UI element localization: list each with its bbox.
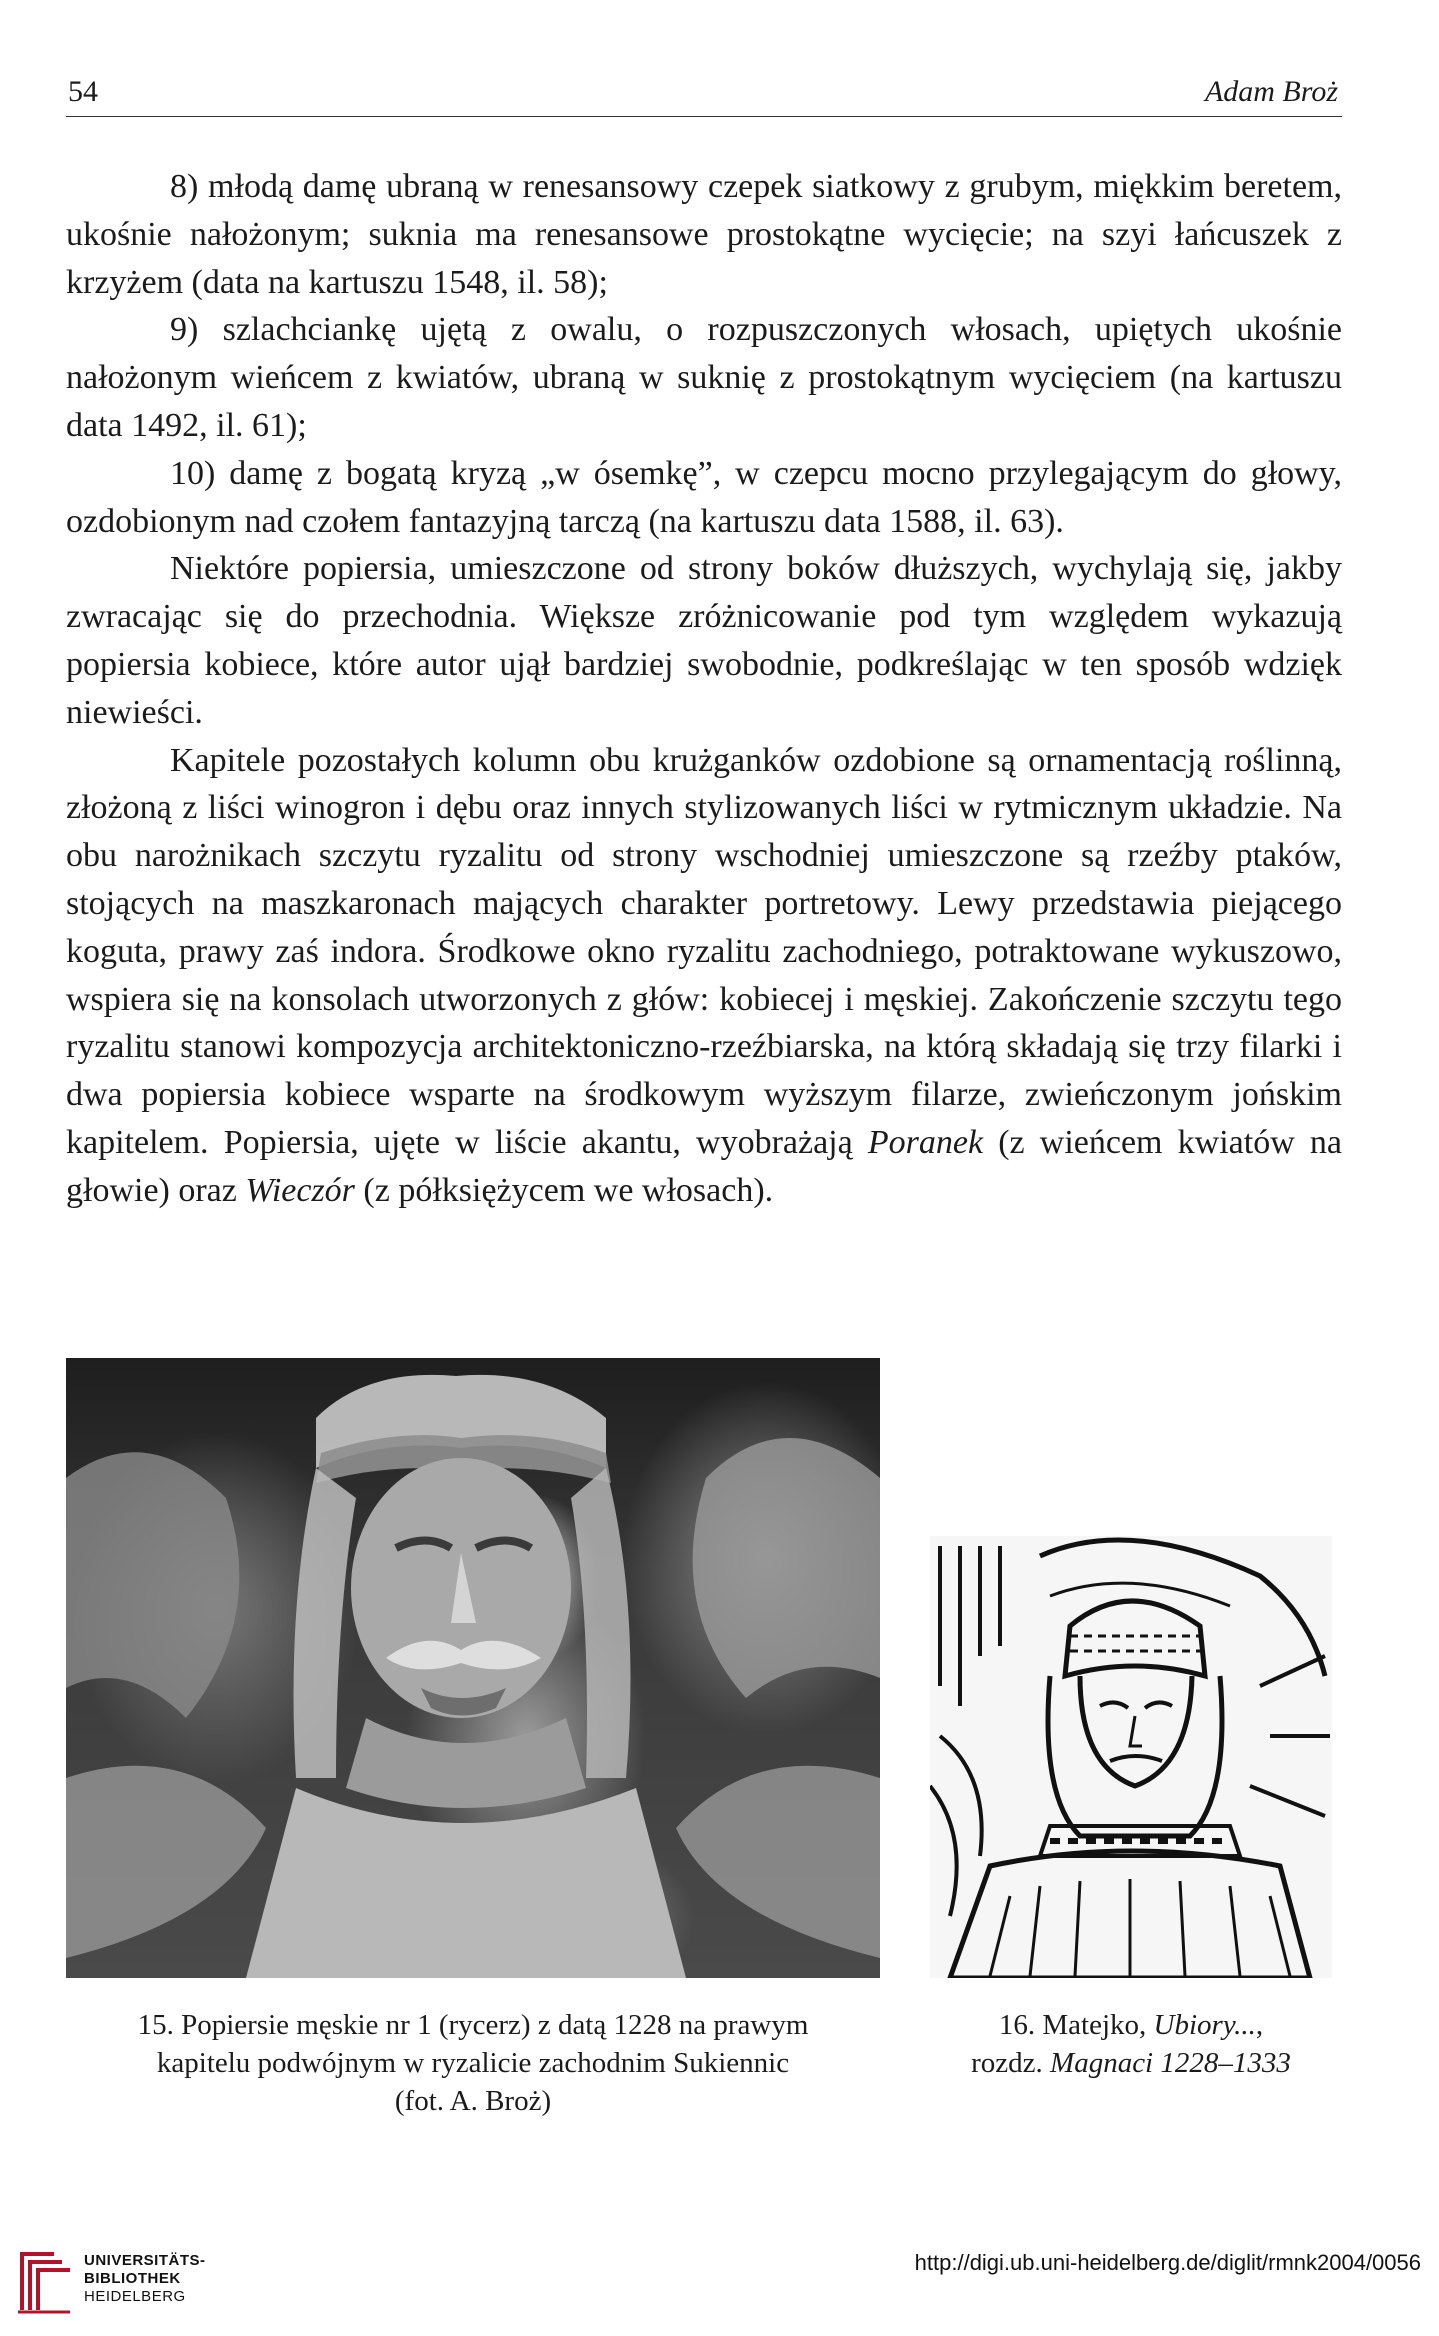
paragraph: Niektóre popiersia, umieszczone od strony boków dłuższych, wychylają się, jakby zwracając się do przechodnia. Większe zróżnicowanie pod tym względem wykazują popiersia kobiece, które autor ujął bardziej swobodnie, podkreślając w ten sposób wdzięk niewieści. (66, 550, 1342, 731)
knight-drawing-image (930, 1536, 1332, 1978)
title-wieczor: Wieczór (245, 1171, 355, 1209)
library-name-line: BIBLIOTHEK (84, 2270, 181, 2287)
caption-line (900, 2044, 1362, 2082)
figure-15-caption (66, 2006, 880, 2120)
page-number: 54 (68, 75, 98, 108)
figure-16-drawing (930, 1536, 1332, 1978)
running-header (66, 72, 1342, 117)
paragraph-text: (z półksiężycem we włosach). (354, 1171, 774, 1209)
caption-line: (fot. A. Broż) (394, 2085, 552, 2117)
caption-text: , (1255, 2009, 1264, 2041)
caption-title: Ubiory... (1153, 2009, 1256, 2041)
title-poranek: Poranek (867, 1123, 984, 1161)
running-author: Adam Broż (1204, 75, 1338, 108)
caption-line: 15. Popiersie męskie nr 1 (rycerz) z datą 1228 na prawym (137, 2009, 809, 2041)
paragraph (66, 737, 1342, 1215)
paragraph: 9) szlachciankę ujętą z owalu, o rozpuszczonych włosach, upiętych ukośnie nałożonym wieńcem z kwiatów, ubraną w suknię z prostokątnym wycięciem (na kartuszu data 1492, il. 61); (66, 311, 1342, 444)
caption-text: 16. Matejko, (998, 2009, 1154, 2041)
figure-15-photo (66, 1358, 880, 1978)
body-text (66, 163, 1342, 1215)
caption-line: kapitelu podwójnym w ryzalicie zachodnim Sukiennic (156, 2047, 790, 2079)
source-url-link[interactable]: http://digi.ub.uni-heidelberg.de/diglit/rmnk2004/0056 (914, 2250, 1421, 2275)
paragraph-text: (z wieńcem kwiatów na głowie) oraz (66, 1123, 1342, 1209)
paragraph-text: Kapitele pozostałych kolumn obu krużganków ozdobione są ornamentacją roślinną, złożoną z liści winogron i dębu oraz innych stylizowanych liści w rytmicznym układzie. Na obu narożnikach szczytu ryzalitu od strony wschodniej umieszczone są rzeźby ptaków, stojących na maszkaronach mających charakter portretowy. Lewy przedstawia piejącego koguta, prawy zaś indora. Środkowe okno ryzalitu zachodniego, potraktowane wykuszowo, wspiera się na konsolach utworzonych z głów: kobiecej i męskiej. Zakończenie szczytu tego ryzalitu stanowi kompozycja architektoniczno-rzeźbiarska, na którą składają się trzy filarki i dwa popiersia kobiece wsparte na środkowym wyższym filarze, zwieńczonym jońskim kapitelem. Popiersia, ujęte w liście akantu, wyobrażają (66, 741, 1342, 1161)
caption-line (900, 2006, 1362, 2044)
caption-title: Magnaci 1228–1333 (1050, 2047, 1291, 2079)
bust-sculpture-image (66, 1358, 880, 1978)
paragraph: 8) młodą damę ubraną w renesansowy czepek siatkowy z grubym, miękkim beretem, ukośnie nałożonym; suknia ma renesansowe prostokątne wycięcie; na szyi łańcuszek z krzyżem (data na kartuszu 1548, il. 58); (66, 168, 1342, 301)
library-logo-icon (14, 2240, 74, 2316)
library-name-line: HEIDELBERG (84, 2288, 186, 2305)
library-name (84, 2252, 206, 2306)
figure-16-caption (900, 2006, 1362, 2082)
paragraph: 10) damę z bogatą kryzą „w ósemkę”, w czepcu mocno przylegającym do głowy, ozdobionym nad czołem fantazyjną tarczą (na kartuszu data 1588, il. 63). (66, 454, 1342, 540)
caption-text: rozdz. (971, 2047, 1051, 2079)
library-logo[interactable] (14, 2240, 274, 2316)
library-name-line: UNIVERSITÄTS- (84, 2252, 206, 2269)
